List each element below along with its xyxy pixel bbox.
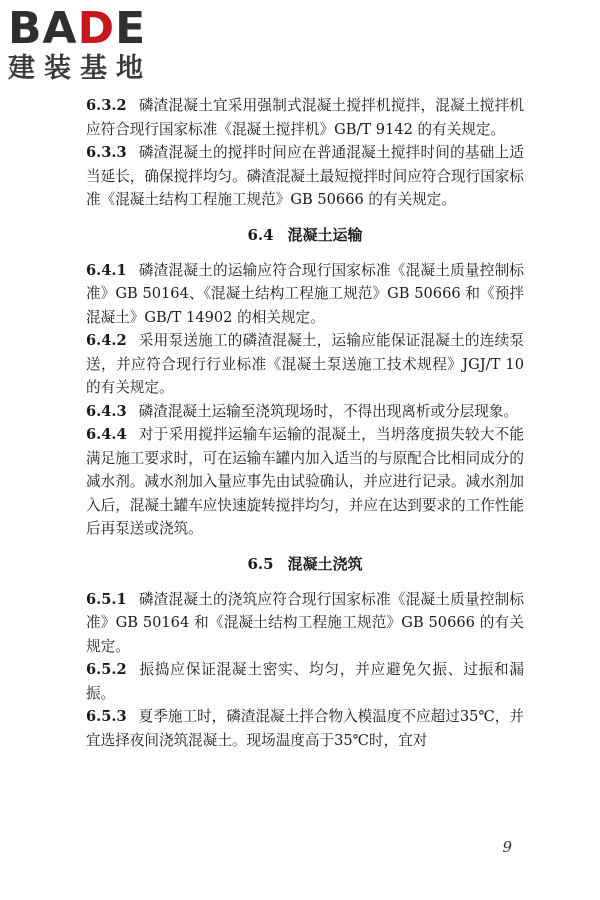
clause-text: 磷渣混凝土的搅拌时间应在普通混凝土搅拌时间的基础上适当延长，确保搅拌均匀。磷渣混凝土最短搅拌时间应符合现行国家标准《混凝土结构工程施工规范》GB 50666 的有关规定。	[86, 144, 524, 208]
logo-word-end: E	[115, 3, 147, 54]
clause-paragraph	[86, 329, 524, 400]
logo-chinese-text: 建装基地	[8, 53, 152, 84]
clause-number: 6.5.1	[86, 590, 127, 608]
page-number: 9	[502, 838, 512, 856]
section-number: 6.5	[247, 554, 274, 573]
clause-text: 磷渣混凝土的运输应符合现行国家标准《混凝土质量控制标准》GB 50164、《混凝土结构工程施工规范》GB 50666 和《预拌混凝土》GB/T 14902 的相关规定。	[86, 261, 524, 326]
clause-paragraph	[86, 94, 524, 141]
clause-text: 对于采用搅拌运输车运输的混凝土，当坍落度损失较大不能满足施工要求时，可在运输车罐内加入适当的与原配合比相同成分的减水剂。减水剂加入量应事先由试验确认，并应进行记录。减水剂加入后，混凝土罐车应快速旋转搅拌均匀，并应在达到要求的工作性能后再泵送或浇筑。	[86, 426, 524, 537]
clause-paragraph	[86, 259, 524, 330]
clause-number: 6.4.3	[86, 402, 127, 420]
clause-paragraph	[86, 423, 524, 541]
clause-text: 夏季施工时，磷渣混凝土拌合物入模温度不应超过35℃，并宜选择夜间浇筑混凝土。现场温度高于35℃时，宜对	[86, 708, 524, 749]
clause-paragraph	[86, 658, 524, 705]
clause-number: 6.5.2	[86, 661, 127, 678]
logo-word-accent: D	[77, 3, 116, 54]
clause-text: 磷渣混凝土运输至浇筑现场时，不得出现离析或分层现象。	[138, 402, 519, 420]
clause-paragraph	[86, 588, 524, 659]
logo-wordmark	[8, 3, 178, 54]
section-heading	[86, 224, 524, 247]
logo-word-main: BA	[8, 3, 78, 54]
clause-paragraph	[86, 400, 524, 424]
section-title-text: 混凝土运输	[287, 225, 363, 244]
clause-text: 采用泵送施工的磷渣混凝土，运输应能保证混凝土的连续泵送，并应符合现行行业标准《混凝土泵送施工技术规程》JGJ/T 10 的有关规定。	[86, 332, 524, 396]
clause-text: 磷渣混凝土的浇筑应符合现行国家标准《混凝土质量控制标准》GB 50164 和《混凝土结构工程施工规范》GB 50666 的有关规定。	[86, 590, 524, 655]
section-number: 6.4	[247, 225, 274, 244]
clause-paragraph	[86, 141, 524, 212]
clause-number: 6.4.4	[86, 426, 127, 443]
watermark-logo	[8, 3, 178, 84]
clause-number: 6.3.2	[86, 97, 127, 114]
clause-number: 6.3.3	[86, 144, 127, 161]
clause-number: 6.4.1	[86, 261, 127, 279]
section-heading	[86, 553, 524, 576]
clause-text: 磷渣混凝土宜采用强制式混凝土搅拌机搅拌，混凝土搅拌机应符合现行国家标准《混凝土搅拌机》GB/T 9142 的有关规定。	[86, 97, 524, 138]
clause-number: 6.4.2	[86, 332, 127, 349]
clause-paragraph	[86, 705, 524, 752]
clause-text: 振捣应保证混凝土密实、均匀，并应避免欠振、过振和漏振。	[86, 661, 524, 702]
section-title-text: 混凝土浇筑	[287, 554, 363, 573]
document-body	[86, 94, 524, 752]
clause-number: 6.5.3	[86, 708, 127, 725]
